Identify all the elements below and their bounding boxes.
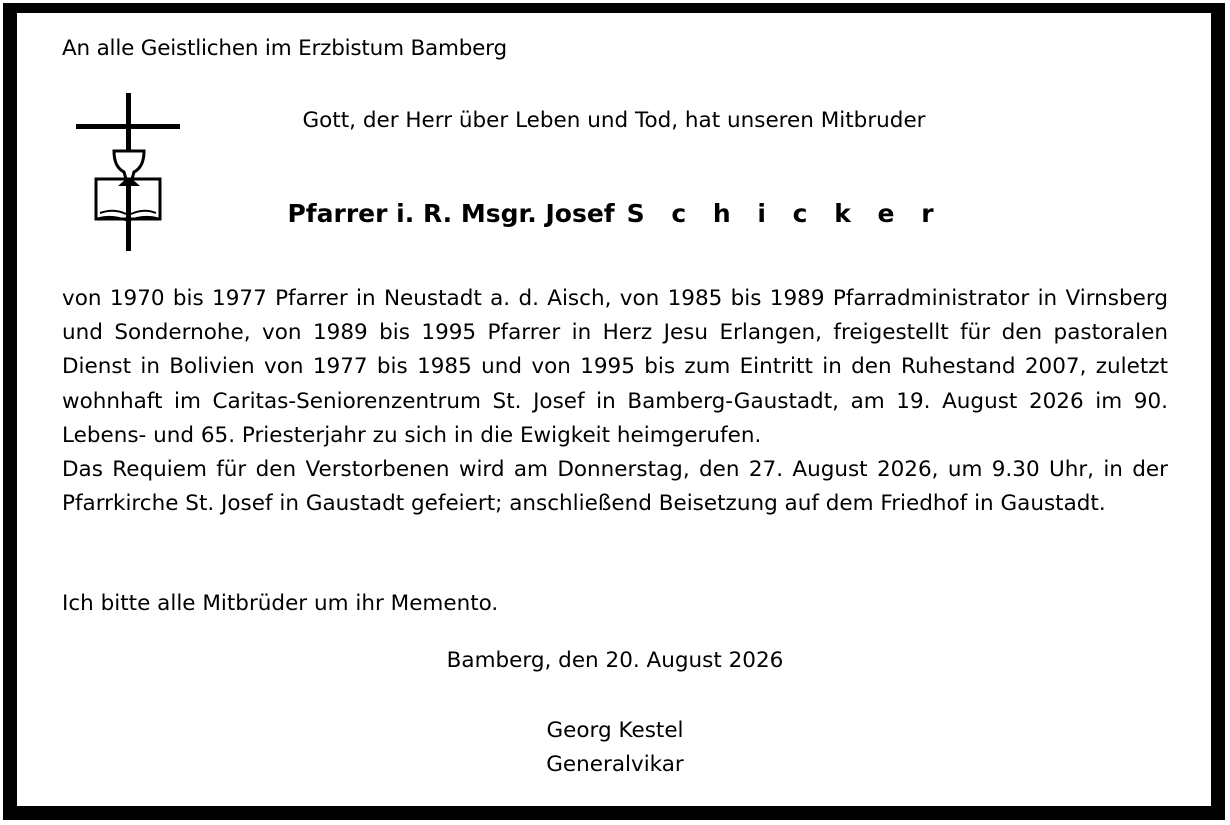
biography-paragraph: von 1970 bis 1977 Pfarrer in Neustadt a. d. Aisch, von 1985 bis 1989 Pfarradministrator in Virnsberg und Sondernohe, von 1989 bis 1995 Pfarrer in Herz Jesu Erlangen, freigestellt für den pastoralen Dienst in Bolivien von 1977 bis 1985 und von 1995 bis zum Eintritt in den Ruhestand 2007, zuletzt wohnhaft im Caritas-Seniorenzentrum St. Josef in Bamberg-Gaustadt, am 19. August 2026 im 90. Lebens- und 65. Priesterjahr zu sich in die Ewigkeit heimgerufen. <box>62 286 1168 448</box>
signer-role: Generalvikar <box>546 752 684 777</box>
deceased-surname: S c h i c k e r <box>626 199 943 228</box>
place-date-line: Bamberg, den 20. August 2026 <box>446 648 784 673</box>
requiem-paragraph: Das Requiem für den Verstorbenen wird am Donnerstag, den 27. August 2026, um 9.30 Uhr, in der Pfarrkirche St. Josef in Gaustadt gefeiert; anschließend Beisetzung auf dem Friedhof in Gaustadt. <box>62 457 1168 517</box>
intro-line: Gott, der Herr über Leben und Tod, hat unseren Mitbruder <box>302 108 926 133</box>
signature-block <box>0 714 1230 782</box>
deceased-title: Pfarrer i. R. Msgr. Josef <box>287 199 615 228</box>
addressee-line: An alle Geistlichen im Erzbistum Bamberg <box>62 36 507 61</box>
closing-line: Ich bitte alle Mitbrüder um ihr Memento. <box>62 591 499 616</box>
deceased-name <box>0 199 1230 228</box>
signer-name: Georg Kestel <box>546 718 684 743</box>
biography-text <box>62 282 1168 521</box>
